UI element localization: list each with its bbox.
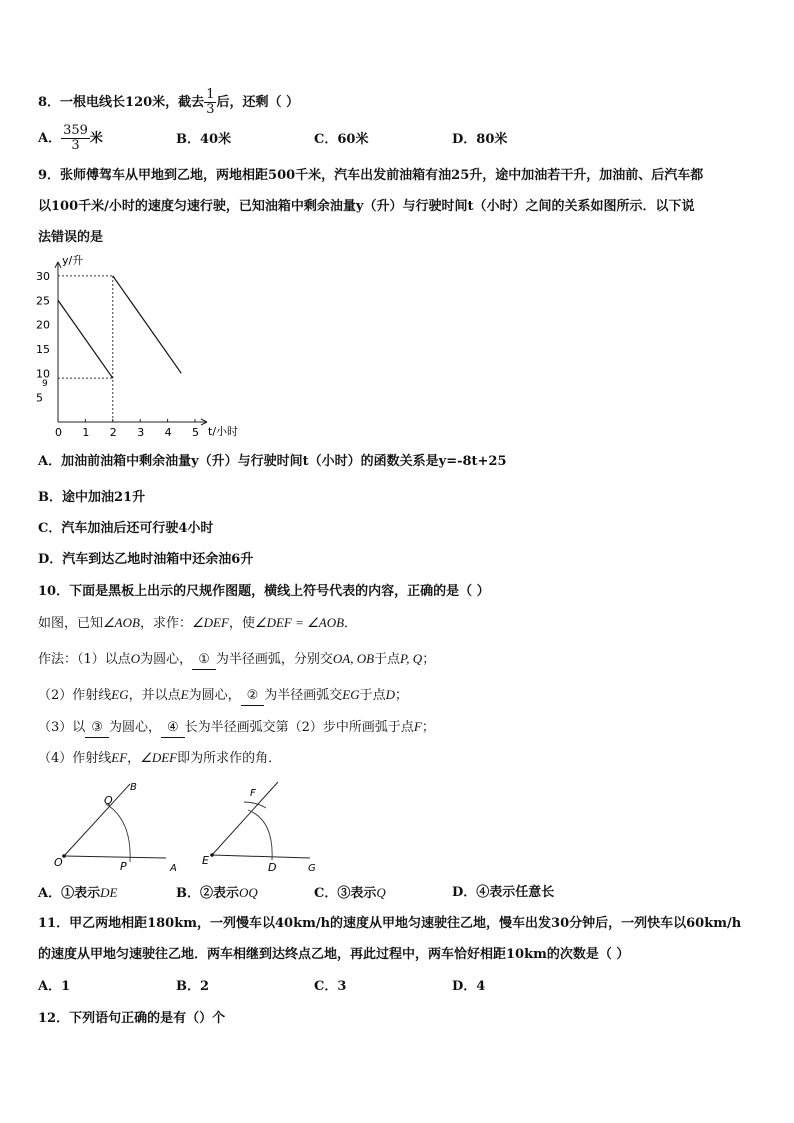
x-tick-5: 5 [192, 426, 199, 439]
q9-option-a: A．加油前油箱中剩余油量y（升）与行驶时间t（小时）的函数关系是y=-8t+25 [38, 454, 507, 469]
label-e: E [202, 854, 209, 867]
q8-option-d: D．80米 [452, 132, 508, 147]
q10-step3: （3）以 ③ 为圆心， ④ 长为半径画弧交第（2）步中所画弧于点F； [38, 718, 435, 738]
q11-option-c: C．3 [314, 979, 347, 994]
q8-option-b: B．40米 [176, 132, 232, 147]
q10-option-b: B．②表示OQ [176, 885, 258, 901]
q8-stem [38, 88, 299, 117]
arc-pq [106, 804, 130, 862]
y-tick-10: 10 [36, 367, 50, 381]
y-tick-15: 15 [36, 342, 50, 356]
label-q: Q [104, 794, 113, 807]
q10-figure-angle-aob [50, 776, 190, 876]
arc-d [248, 810, 272, 860]
q9-stem-line3: 法错误的是 [38, 230, 104, 245]
q11-option-b: B．2 [176, 979, 210, 994]
x-tick-4: 4 [164, 426, 172, 439]
x-tick-1: 1 [82, 426, 90, 439]
blank-4: ④ [161, 719, 185, 738]
q8-fraction: $\frac{1}{3}$ [206, 87, 215, 117]
q9-stem-line2: 以100千米/小时的速度匀速行驶，已知油箱中剩余油量y（升）与行驶时间t（小时）之间的关系如图所示．以下说 [38, 199, 695, 214]
q10-given: 如图，已知∠AOB，求作：∠DEF，使∠DEF = ∠AOB． [38, 615, 358, 631]
chart-series [58, 276, 181, 378]
q8-stem-tail: 后，还剩（ ） [216, 95, 299, 110]
q9-stem-line1: 9．张师傅驾车从甲地到乙地，两地相距500千米，汽车出发前油箱有油25升，途中加油若干升，加油前、后汽车都 [38, 168, 704, 183]
x-tick-2: 2 [109, 426, 117, 439]
series-line-0 [58, 300, 113, 378]
blank-3: ③ [85, 719, 109, 738]
label-o: O [54, 856, 63, 869]
q9-option-c: C．汽车加油后还可行驶4小时 [38, 521, 214, 536]
q10-option-d: D．④表示任意长 [452, 885, 555, 900]
label-g: G [308, 863, 316, 874]
ray-ob [64, 784, 130, 856]
q9-option-b: B．途中加油21升 [38, 490, 146, 505]
chart-axes [55, 262, 207, 425]
y-tick-25: 25 [36, 294, 50, 308]
q9-fuel-chart [30, 250, 260, 445]
q11-stem-line1: 11．甲乙两地相距180km，一列慢车以40km/h的速度从甲地匀速驶往乙地，慢车出发30分钟后，一列快车以60km/h [38, 916, 742, 931]
q10-step4: （4）作射线EF，∠DEF即为所求作的角． [38, 750, 282, 766]
q10-figure-angle-def [198, 776, 328, 876]
y-tick-20: 20 [36, 318, 50, 332]
y-tick-9: 9 [42, 379, 48, 390]
x-tick-0: 0 [55, 426, 62, 439]
chart-guides [58, 276, 113, 422]
q11-option-a: A．1 [38, 979, 71, 994]
y-tick-30: 30 [36, 269, 50, 283]
ray-oa [64, 856, 166, 858]
q8-option-a: A． $\frac{359}{3}$ 米 [38, 123, 103, 153]
series-line-1 [113, 276, 182, 373]
q10-stem: 10．下面是黑板上出示的尺规作图题，横线上符号代表的内容，正确的是（ ） [38, 584, 490, 599]
q8-stem-text: 8．一根电线长120米，截去 [38, 95, 205, 110]
q8-option-a-fraction: $\frac{359}{3}$ [63, 123, 88, 153]
chart-x-label: t/小时 [208, 425, 239, 438]
q10-option-a: A．①表示DE [38, 885, 118, 901]
label-d: D [268, 861, 277, 874]
q10-step1: 作法：（1）以点O为圆心， ① 为半径画弧，分别交OA, OB于点P, Q； [38, 650, 435, 670]
y-tick-5: 5 [36, 391, 43, 405]
q10-option-c: C．③表示Q [314, 885, 386, 901]
q11-option-d: D．4 [452, 979, 486, 994]
label-p: P [120, 860, 127, 873]
x-tick-3: 3 [137, 426, 145, 439]
chart-y-label: y/升 [62, 254, 84, 267]
label-a: A [170, 863, 177, 874]
q9-option-d: D．汽车到达乙地时油箱中还余油6升 [38, 552, 254, 567]
blank-1: ① [192, 651, 216, 670]
ray-eg [212, 855, 310, 858]
chart-ticks [36, 270, 199, 439]
q8-option-c: C．60米 [314, 132, 369, 147]
q12-stem: 12．下列语句正确的是有（）个 [38, 1011, 226, 1026]
ray-ef [212, 782, 278, 855]
label-b: B [130, 782, 137, 793]
q10-step2: （2）作射线EG，并以点E为圆心， ② 为半径画弧交EG于点D； [38, 686, 408, 706]
blank-2: ② [241, 687, 265, 706]
label-f: F [250, 788, 256, 799]
q11-stem-line2: 的速度从甲地匀速驶往乙地．两车相继到达终点乙地，再此过程中，两车恰好相距10km的次数是（ ） [38, 947, 630, 962]
point-e [210, 853, 214, 857]
point-o [62, 854, 66, 858]
